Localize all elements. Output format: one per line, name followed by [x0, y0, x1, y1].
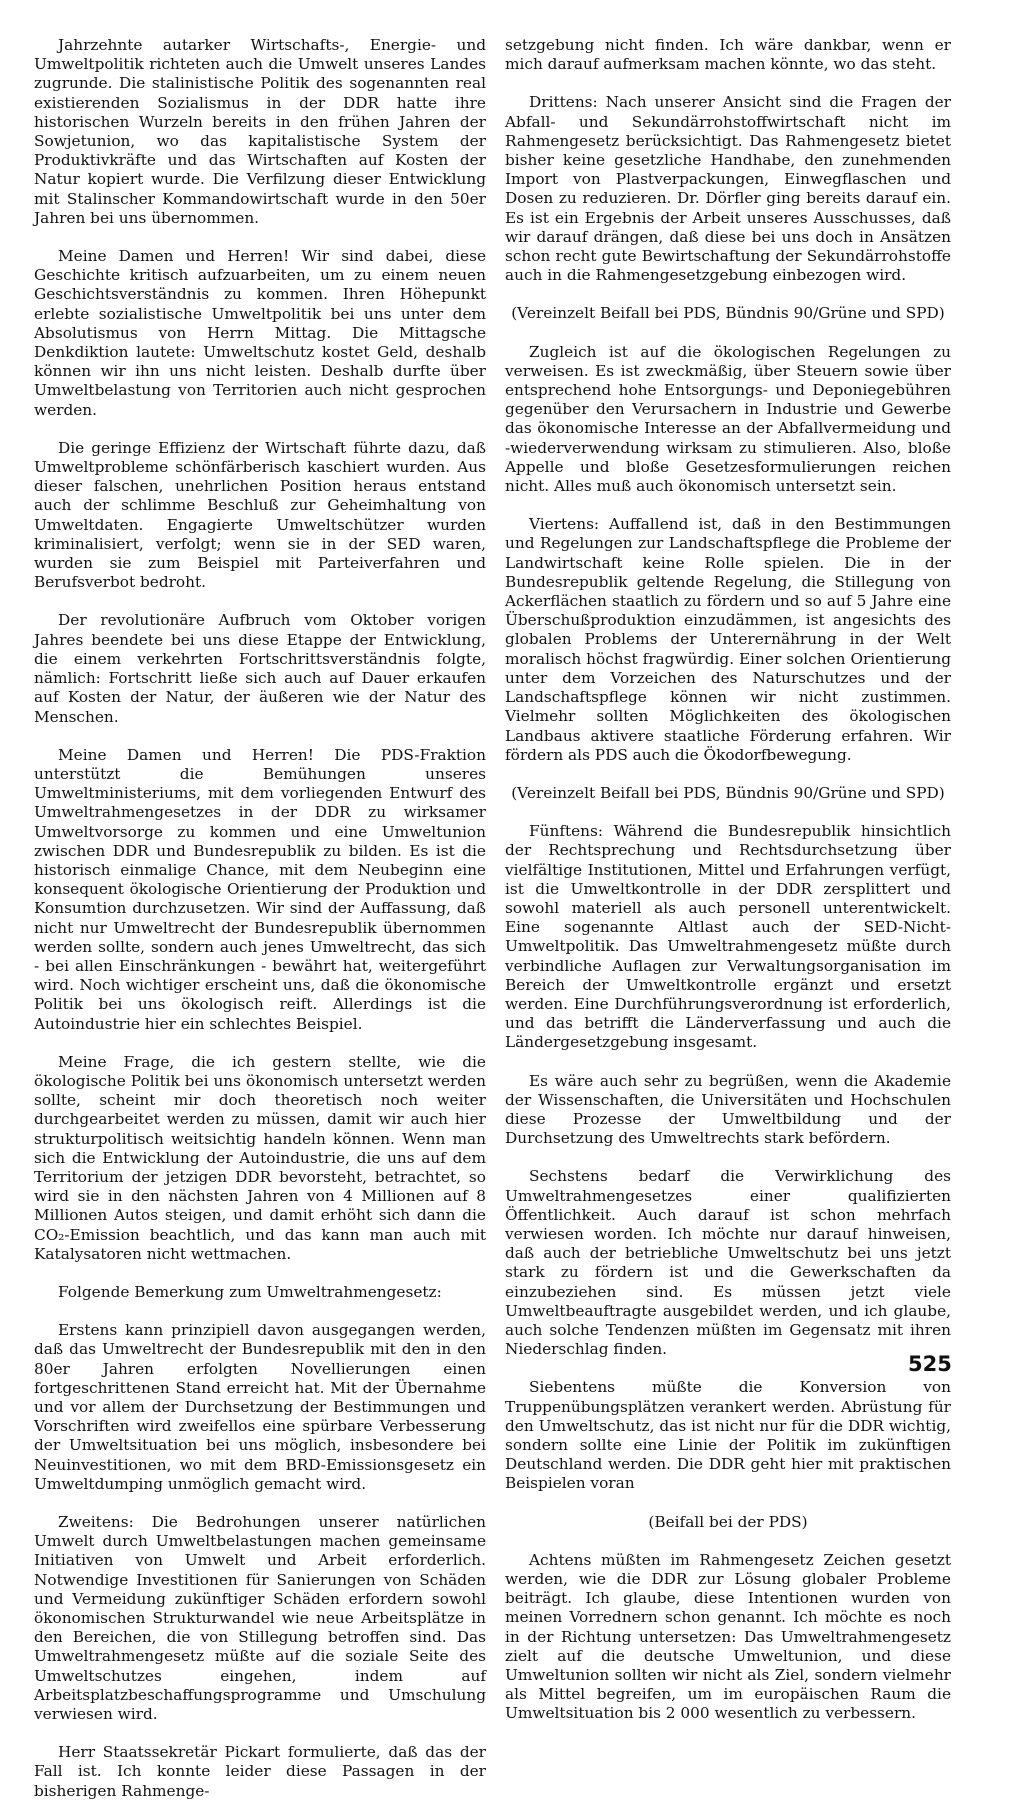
- paragraph: Viertens: Auffallend ist, daß in den Bestimmungen und Regelungen zur Landschaftspflege die Probleme der Landwirtschaft keine Rolle spielen. Die in der Bundesrepublik geltende Regelung, die Stillegung von Ackerflächen staatlich zu fördern und so auf 5 Jahre eine Überschußproduktion einzudämmen, ist angesichts des globalen Problems der Unterernährung in der Welt moralisch höchst fragwürdig. Einer solchen Orientierung unter dem Vorzeichen des Naturschutzes und der Landschaftspflege können wir nicht zustimmen. Vielmehr sollten Möglichkeiten des ökologischen Landbaus aktivere staatliche Förderung erfahren. Wir fördern als PDS auch die Ökodorfbewegung.: [505, 515, 951, 764]
- right-column: [505, 36, 951, 1743]
- applause-note: (Vereinzelt Beifall bei PDS, Bündnis 90/Grüne und SPD): [511, 783, 945, 802]
- paragraph: Sechstens bedarf die Verwirklichung des Umweltrahmengesetzes einer qualifizierten Öffentlichkeit. Auch darauf ist schon mehrfach verwiesen worden. Ich möchte nur darauf hinweisen, daß auch der betriebliche Umweltschutz bei uns jetzt stark zu fördern ist und die Gewerkschaften da einzubeziehen sind. Es müssen jetzt viele Umweltbeauftragte ausgebildet werden, und ich glaube, auch solche Tendenzen müßten im Gegensatz mit ihren Niederschlag finden.: [505, 1167, 951, 1359]
- paragraph: Achtens müßten im Rahmengesetz Zeichen gesetzt werden, wie die DDR zur Lösung globaler Probleme beiträgt. Ich glaube, diese Intentionen wurden von meinen Vorrednern schon genannt. Ich möchte es noch in der Richtung untersetzen: Das Umweltrahmengesetz zielt auf die deutsche Umweltunion, und diese Umweltunion sollten wir nicht als Ziel, sondern vielmehr als Mittel begreifen, um im europäischen Raum die Umweltsituation bis 2 000 wesentlich zu verbessern.: [505, 1550, 951, 1723]
- paragraph: Die geringe Effizienz der Wirtschaft führte dazu, daß Umweltprobleme schönfärberisch kaschiert wurden. Aus dieser falschen, unehrlichen Position heraus entstand auch der schlimme Beschluß zur Geheimhaltung von Umweltdaten. Engagierte Umweltschützer wurden kriminalisiert, verfolgt; wenn sie in der SED waren, wurden sie zum Beispiel mit Parteiverfahren und Berufsverbot bedroht.: [34, 438, 486, 592]
- applause-note: (Vereinzelt Beifall bei PDS, Bündnis 90/Grüne und SPD): [511, 304, 945, 323]
- paragraph: Zugleich ist auf die ökologischen Regelungen zu verweisen. Es ist zweckmäßig, über Steuern sowie über entsprechend hohe Entsorgungs- und Deponiegebühren gegenüber den Verursachern in Industrie und Gewerbe das ökonomische Interesse an der Abfallvermeidung und -wiederverwendung wirksam zu stimulieren. Also, bloße Appelle und bloße Gesetzesformulierungen reichen nicht. Alles muß auch ökonomisch untersetzt sein.: [505, 342, 951, 496]
- left-column: [34, 36, 486, 1820]
- paragraph: Drittens: Nach unserer Ansicht sind die Fragen der Abfall- und Sekundärrohstoffwirtschaft nicht im Rahmengesetz berücksichtigt. Das Rahmengesetz bietet bisher keine gesetzliche Handhabe, den zunehmenden Import von Plastverpackungen, Einwegflaschen und Dosen zu reduzieren. Dr. Dörfler ging bereits darauf ein. Es ist ein Ergebnis der Arbeit unseres Ausschusses, daß wir darauf drängen, daß diese bei uns doch in Ansätzen schon recht gute Bewirtschaftung der Sekundärrohstoffe auch in die Rahmengesetzgebung einbezogen wird.: [505, 93, 951, 285]
- applause-note: (Beifall bei der PDS): [648, 1512, 808, 1531]
- paragraph: Der revolutionäre Aufbruch vom Oktober vorigen Jahres beendete bei uns diese Etappe der Entwicklung, die einem verkehrten Fortschrittsverständnis folgte, nämlich: Fortschritt ließe sich auch auf Dauer erkaufen auf Kosten der Natur, der äußeren wie der Natur des Menschen.: [34, 611, 486, 726]
- paragraph: Siebentens müßte die Konversion von Truppenübungsplätzen verankert werden. Abrüstung für den Umweltschutz, das ist nicht nur für die DDR wichtig, sondern sollte eine Linie der Politik im zukünftigen Deutschland werden. Die DDR geht hier mit praktischen Beispielen voran: [505, 1378, 951, 1493]
- paragraph: Es wäre auch sehr zu begrüßen, wenn die Akademie der Wissenschaften, die Universitäten und Hochschulen diese Prozesse der Umweltbildung und der Durchsetzung des Umweltrechts stark befördern.: [505, 1071, 951, 1148]
- paragraph: Zweitens: Die Bedrohungen unserer natürlichen Umwelt durch Umweltbelastungen machen gemeinsame Initiativen von Umwelt und Arbeit erforderlich. Notwendige Investitionen für Sanierungen von Schäden und Vermeidung zukünftiger Schäden erfordern sowohl ökonomischen Strukturwandel wie neue Arbeitsplätze in den Bereichen, die von Stillegung betroffen sind. Das Umweltrahmengesetz müßte auf die soziale Seite des Umweltschutzes eingehen, indem auf Arbeitsplatzbeschaffungsprogramme und Umschulung verwiesen wird.: [34, 1513, 486, 1724]
- paragraph: Herr Staatssekretär Pickart formulierte, daß das der Fall ist. Ich konnte leider diese Passagen in der bisherigen Rahmenge-: [34, 1743, 486, 1800]
- paragraph: Meine Damen und Herren! Die PDS-Fraktion unterstützt die Bemühungen unseres Umweltministeriums, mit dem vorliegenden Entwurf des Umweltrahmengesetzes in der DDR zu wirksamer Umweltvorsorge zu kommen und eine Umweltunion zwischen DDR und Bundesrepublik zu bilden. Es ist die historisch einmalige Chance, mit dem Neubeginn eine konsequent ökologische Orientierung der Produktion und Konsumtion durchzusetzen. Wir sind der Auffassung, daß nicht nur Umweltrecht der Bundesrepublik übernommen werden sollte, sondern auch jenes Umweltrecht, das sich - bei allen Einschränkungen - bewährt hat, weitergeführt wird. Noch wichtiger erscheint uns, daß die ökonomische Politik bei uns ökologisch reift. Allerdings ist die Autoindustrie hier ein schlechtes Beispiel.: [34, 745, 486, 1033]
- paragraph: Erstens kann prinzipiell davon ausgegangen werden, daß das Umweltrecht der Bundesrepublik mit den in den 80er Jahren erfolgten Novellierungen einen fortgeschrittenen Stand erreicht hat. Mit der Übernahme und vor allem der Durchsetzung der Bestimmungen und Vorschriften wird zweifellos eine spürbare Verbesserung der Umweltsituation bei uns möglich, insbesondere bei Neuinvestitionen, wo mit dem BRD-Emissionsgesetz ein Umweltdumping unmöglich gemacht wird.: [34, 1321, 486, 1493]
- paragraph: Jahrzehnte autarker Wirtschafts-, Energie- und Umweltpolitik richteten auch die Umwelt unseres Landes zugrunde. Die stalinistische Politik des sogenannten real existierenden Sozialismus in der DDR hatte ihre historischen Wurzeln bereits in den frühen Jahren der Sowjetunion, wo das kapitalistische System der Produktivkräfte und das Wirtschaften auf Kosten der Natur kopiert wurde. Die Verfilzung dieser Entwicklung mit Stalinscher Kommandowirtschaft wurde in den 50er Jahren bei uns übernommen.: [34, 36, 486, 227]
- page-number: 525: [908, 1352, 952, 1376]
- paragraph-continued: setzgebung nicht finden. Ich wäre dankbar, wenn er mich darauf aufmerksam machen könnte, wo das steht.: [505, 36, 951, 74]
- paragraph: Fünftens: Während die Bundesrepublik hinsichtlich der Rechtsprechung und Rechtsdurchsetzung über vielfältige Institutionen, Mittel und Erfahrungen verfügt, ist die Umweltkontrolle in der DDR zersplittert und sowohl materiell als auch personell unterentwickelt. Eine sogenannte Altlast auch der SED-Nicht-Umweltpolitik. Das Umweltrahmengesetz müßte durch verbindliche Auflagen zur Verwaltungsorganisation im Bereich der Umweltkontrolle ergänzt und ersetzt werden. Eine Durchführungsverordnung ist erforderlich, und das betrifft die Länderverfassung und auch die Ländergesetzgebung insgesamt.: [505, 822, 951, 1052]
- paragraph: Folgende Bemerkung zum Umweltrahmengesetz:: [58, 1282, 442, 1301]
- paragraph: Meine Damen und Herren! Wir sind dabei, diese Geschichte kritisch aufzuarbeiten, um zu einem neuen Geschichtsverständnis zu kommen. Ihren Höhepunkt erlebte sozialistische Umweltpolitik bei uns unter dem Absolutismus von Herrn Mittag. Die Mittagsche Denkdiktion lautete: Umweltschutz kostet Geld, deshalb können wir ihn uns nicht leisten. Deshalb durfte über Umweltbelastung von Territorien auch nicht gesprochen werden.: [34, 247, 486, 419]
- paragraph: Meine Frage, die ich gestern stellte, wie die ökologische Politik bei uns ökonomisch untersetzt werden sollte, scheint mir doch theoretisch noch weiter durchgearbeitet werden zu müssen, damit wir auch hier strukturpolitisch weitsichtig handeln können. Wenn man sich die Entwicklung der Autoindustrie, die uns auf dem Territorium der jetzigen DDR bevorsteht, betrachtet, so wird sie in den nächsten Jahren von 4 Millionen auf 8 Millionen Autos steigen, und damit erhöht sich dann die CO₂-Emission beachtlich, und das kann man auch mit Katalysatoren nicht wettmachen.: [34, 1052, 486, 1263]
